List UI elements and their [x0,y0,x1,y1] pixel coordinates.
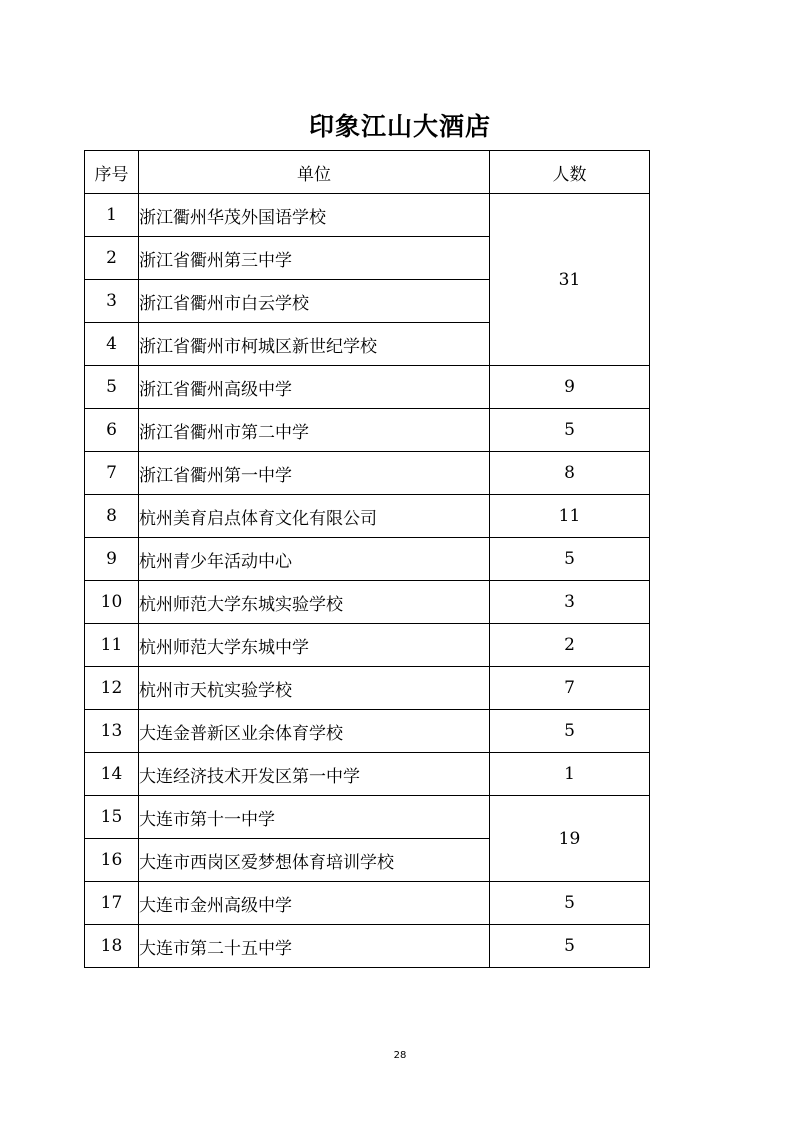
row-index: 9 [85,538,139,581]
table-row [85,925,650,968]
row-index: 15 [85,796,139,839]
row-unit: 浙江省衢州高级中学 [139,366,490,409]
row-index: 17 [85,882,139,925]
row-unit: 杭州青少年活动中心 [139,538,490,581]
table-row [85,194,650,237]
table-row [85,495,650,538]
row-count: 1 [490,753,650,796]
table-header-row [85,151,650,194]
table-row [85,710,650,753]
row-unit: 浙江省衢州第三中学 [139,237,490,280]
page-number: 28 [393,1050,407,1061]
row-count: 11 [490,495,650,538]
row-unit: 大连市第十一中学 [139,796,490,839]
row-count: 8 [490,452,650,495]
row-unit: 浙江省衢州市白云学校 [139,280,490,323]
row-unit: 杭州师范大学东城中学 [139,624,490,667]
row-count: 3 [490,581,650,624]
row-index: 14 [85,753,139,796]
row-unit: 浙江省衢州市第二中学 [139,409,490,452]
row-unit: 大连市第二十五中学 [139,925,490,968]
row-count: 5 [490,925,650,968]
row-count: 7 [490,667,650,710]
page-title: 印象江山大酒店 [308,112,491,141]
row-unit: 浙江省衢州第一中学 [139,452,490,495]
row-index: 11 [85,624,139,667]
row-index: 12 [85,667,139,710]
row-unit: 杭州师范大学东城实验学校 [139,581,490,624]
row-unit: 杭州美育启点体育文化有限公司 [139,495,490,538]
row-index: 6 [85,409,139,452]
row-index: 16 [85,839,139,882]
row-count: 9 [490,366,650,409]
row-index: 5 [85,366,139,409]
table-row [85,667,650,710]
row-index: 7 [85,452,139,495]
row-index: 8 [85,495,139,538]
row-count: 5 [490,538,650,581]
table-row [85,366,650,409]
table-row [85,624,650,667]
table-body [85,194,650,968]
row-unit: 浙江衢州华茂外国语学校 [139,194,490,237]
row-count: 5 [490,882,650,925]
row-index: 2 [85,237,139,280]
row-index: 1 [85,194,139,237]
table-row [85,882,650,925]
table-row [85,538,650,581]
row-count: 19 [490,796,650,882]
row-unit: 浙江省衢州市柯城区新世纪学校 [139,323,490,366]
row-index: 3 [85,280,139,323]
table-row [85,409,650,452]
row-unit: 大连金普新区业余体育学校 [139,710,490,753]
row-index: 4 [85,323,139,366]
header-count: 人数 [490,151,650,194]
row-index: 18 [85,925,139,968]
row-index: 13 [85,710,139,753]
row-count: 31 [490,194,650,366]
row-index: 10 [85,581,139,624]
row-unit: 大连经济技术开发区第一中学 [139,753,490,796]
row-unit: 杭州市天杭实验学校 [139,667,490,710]
table-row [85,581,650,624]
header-unit: 单位 [139,151,490,194]
table-row [85,796,650,839]
row-count: 5 [490,710,650,753]
table-row [85,452,650,495]
row-count: 2 [490,624,650,667]
row-unit: 大连市金州高级中学 [139,882,490,925]
header-index: 序号 [85,151,139,194]
row-count: 5 [490,409,650,452]
table-row [85,753,650,796]
attendance-table [84,150,650,968]
row-unit: 大连市西岗区爱梦想体育培训学校 [139,839,490,882]
